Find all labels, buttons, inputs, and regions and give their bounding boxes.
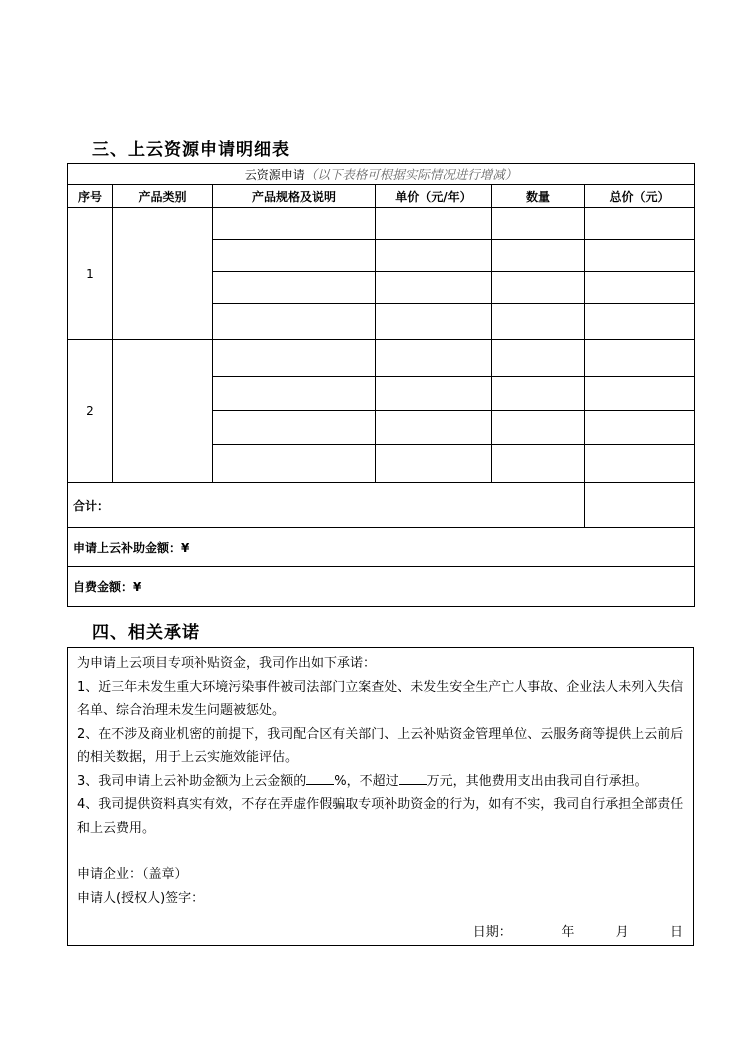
commitment-item-1: 1、近三年未发生重大环境污染事件被司法部门立案查处、未发生安全生产亡人事故、企业法人未列入失信名单、综合治理未发生问题被惩处。 xyxy=(77,679,684,718)
col-header-category: 产品类别 xyxy=(113,185,213,208)
commitment-intro: 为申请上云项目专项补贴资金，我司作出如下承诺： xyxy=(77,656,377,671)
col-header-spec: 产品规格及说明 xyxy=(213,185,376,208)
unit-price-cell[interactable] xyxy=(376,304,492,340)
total-label: 合计： xyxy=(68,483,585,528)
total-cell[interactable] xyxy=(585,445,695,483)
spec-cell[interactable] xyxy=(213,445,376,483)
unit-price-cell[interactable] xyxy=(376,411,492,445)
section-4-title: 四、相关承诺 xyxy=(92,623,200,643)
total-cell[interactable] xyxy=(585,304,695,340)
total-amount-cell[interactable] xyxy=(585,483,695,528)
amount-cap-blank[interactable] xyxy=(399,770,427,785)
self-funded-amount-label[interactable]: 自费金额：¥ xyxy=(68,567,695,607)
col-header-unit-price: 单价（元/年） xyxy=(376,185,492,208)
total-cell[interactable] xyxy=(585,272,695,304)
row-seq-1: 1 xyxy=(68,208,113,340)
col-header-total: 总价（元） xyxy=(585,185,695,208)
quantity-cell[interactable] xyxy=(492,445,585,483)
total-cell[interactable] xyxy=(585,411,695,445)
table-title-row xyxy=(68,164,695,185)
applicant-signature-label: 申请人(授权人)签字： xyxy=(77,890,205,906)
section-3-title: 三、上云资源申请明细表 xyxy=(92,140,290,160)
total-cell[interactable] xyxy=(585,377,695,411)
col-header-quantity: 数量 xyxy=(492,185,585,208)
commitment-box xyxy=(67,647,694,946)
total-cell[interactable] xyxy=(585,240,695,272)
commitment-item-3-c: 万元，其他费用支出由我司自行承担。 xyxy=(426,773,648,789)
unit-price-cell[interactable] xyxy=(376,272,492,304)
quantity-cell[interactable] xyxy=(492,340,585,377)
quantity-cell[interactable] xyxy=(492,377,585,411)
quantity-cell[interactable] xyxy=(492,272,585,304)
quantity-cell[interactable] xyxy=(492,240,585,272)
unit-price-cell[interactable] xyxy=(376,340,492,377)
spec-cell[interactable] xyxy=(213,208,376,240)
commitment-item-4: 4、我司提供资料真实有效，不存在弄虚作假骗取专项补助资金的行为，如有不实，我司自行承担全部责任和上云费用。 xyxy=(77,797,684,836)
table-note: （以下表格可根据实际情况进行增减） xyxy=(304,167,518,182)
row-seq-2: 2 xyxy=(68,340,113,483)
unit-price-cell[interactable] xyxy=(376,240,492,272)
commitment-item-3-a: 3、我司申请上云补助金额为上云金额的 xyxy=(77,773,307,789)
spec-cell[interactable] xyxy=(213,377,376,411)
quantity-cell[interactable] xyxy=(492,411,585,445)
unit-price-cell[interactable] xyxy=(376,377,492,411)
quantity-cell[interactable] xyxy=(492,208,585,240)
spec-cell[interactable] xyxy=(213,340,376,377)
spec-cell[interactable] xyxy=(213,304,376,340)
category-cell[interactable] xyxy=(113,208,213,340)
subsidy-amount-label[interactable]: 申请上云补助金额：¥ xyxy=(68,528,695,567)
applicant-company-label: 申请企业：（盖章） xyxy=(77,867,188,882)
unit-price-cell[interactable] xyxy=(376,445,492,483)
spec-cell[interactable] xyxy=(213,240,376,272)
percent-blank[interactable] xyxy=(306,770,334,785)
commitment-item-2: 2、在不涉及商业机密的前提下，我司配合区有关部门、上云补贴资金管理单位、云服务商等提供上云前后的相关数据，用于上云实施效能评估。 xyxy=(77,726,684,765)
spec-cell[interactable] xyxy=(213,411,376,445)
total-cell[interactable] xyxy=(585,340,695,377)
total-cell[interactable] xyxy=(585,208,695,240)
spec-cell[interactable] xyxy=(213,272,376,304)
date-label: 日期： 年 月 日 xyxy=(472,925,683,940)
table-title: 云资源申请 xyxy=(244,168,305,182)
commitment-item-3 xyxy=(77,770,686,794)
unit-price-cell[interactable] xyxy=(376,208,492,240)
quantity-cell[interactable] xyxy=(492,304,585,340)
category-cell[interactable] xyxy=(113,340,213,483)
commitment-item-3-b: %，不超过 xyxy=(334,773,399,789)
col-header-seq: 序号 xyxy=(68,185,113,208)
resource-application-table xyxy=(67,163,695,607)
